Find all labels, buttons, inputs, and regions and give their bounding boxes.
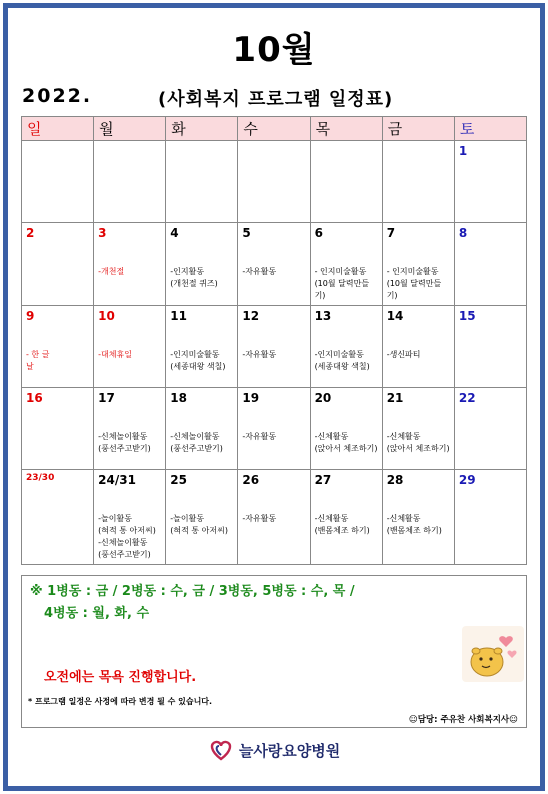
calendar-week-row [22,141,527,223]
weekday-monday: 월 [94,117,166,141]
day-activity: -자유활동 [242,267,277,276]
ward-schedule-line-1: ※ 1병동 : 금 / 2병동 : 수, 금 / 3병동, 5병동 : 수, 목 / [30,584,355,599]
day-number: 14 [386,309,404,323]
calendar-day-cell [382,141,454,223]
calendar-day-cell [238,306,310,388]
day-number: 23/30 [26,473,55,483]
day-number: 10 [98,309,115,323]
calendar-day-cell [382,388,454,470]
day-number: 17 [98,391,115,405]
ward-schedule-line-2: 4병동 : 월, 화, 수 [44,606,150,621]
day-number: 7 [386,226,396,240]
weekday-friday: 금 [382,117,454,141]
day-number: 9 [26,309,35,323]
calendar-day-cell [94,306,166,388]
day-activity: -놀이활동 (혀적 통 아저씨) [170,514,228,535]
calendar-day-cell [310,141,382,223]
calendar-table [21,116,527,565]
calendar-day-cell [166,141,238,223]
notice-box [21,575,527,728]
day-activity: -자유활동 [242,514,277,523]
calendar-day-cell [454,223,526,306]
calendar-day-cell [382,223,454,306]
calendar-day-cell [238,223,310,306]
day-number [315,144,378,184]
day-number: 25 [170,473,187,487]
day-activity: -신체활동 (밴몸체조 하기) [386,514,442,535]
calendar-day-cell [166,470,238,565]
day-activity: -놀이활동 (혀적 통 아저씨) -신체놀이활동 (풍선주고받기) [98,514,156,559]
calendar-day-cell [454,470,526,565]
calendar-day-cell [238,470,310,565]
day-number: 13 [314,309,332,323]
calendar-day-cell [22,141,94,223]
page-title: 10월 [232,30,316,70]
day-number: 3 [98,226,107,240]
day-activity: -신체활동 (밴몸체조 하기) [314,514,370,535]
calendar-day-cell [166,223,238,306]
calendar-week-row [22,470,527,565]
calendar-day-cell [22,306,94,388]
day-number [170,144,233,184]
day-activity: -인지미술활동 (세종대왕 색칠) [314,350,370,371]
year-label: 2022. [22,85,93,107]
day-activity: -대체휴일 [98,350,132,359]
calendar-day-cell [310,223,382,306]
day-number [98,144,161,184]
weekday-sunday: 일 [22,117,94,141]
calendar-day-cell [238,141,310,223]
calendar-day-cell [94,223,166,306]
day-activity: - 인지미술활동 (10월 달력만들기) [314,267,370,300]
calendar-week-row [22,223,527,306]
calendar-day-cell [382,470,454,565]
calendar-day-cell [166,388,238,470]
calendar-day-cell [22,470,94,565]
ward-schedule [30,581,355,625]
day-number: 16 [26,391,43,405]
calendar-day-cell [94,470,166,565]
day-activity: -인지활동 (개천절 퀴즈) [170,267,218,288]
day-activity: - 인지미술활동 (10월 달력만들기) [386,267,442,300]
calendar-day-cell [310,306,382,388]
day-number: 15 [458,309,476,323]
day-activity: -신체활동 (앉아서 체조하기) [314,432,378,453]
hospital-footer [8,738,540,762]
schedule-frame [3,3,545,791]
day-number: 27 [314,473,332,487]
day-activity: -신체놀이활동 (풍선주고받기) [170,432,223,453]
day-activity: -자유활동 [242,350,277,359]
weekday-wednesday: 수 [238,117,310,141]
day-number: 21 [386,391,404,405]
day-activity: -자유활동 [242,432,277,441]
day-number: 1 [458,144,468,158]
calendar-day-cell [22,388,94,470]
calendar-day-cell [310,470,382,565]
weekday-tuesday: 화 [166,117,238,141]
weekday-saturday: 토 [454,117,526,141]
weekday-header-row [22,117,527,141]
day-number: 28 [386,473,404,487]
day-activity: -개천절 [98,267,125,276]
day-number [26,144,89,184]
character-sticker-image [462,626,524,682]
day-activity: - 한 글 날 [26,350,50,371]
day-number: 22 [458,391,476,405]
day-number: 26 [242,473,260,487]
calendar-day-cell [166,306,238,388]
calendar-week-row [22,388,527,470]
day-number [242,144,305,184]
day-number: 29 [458,473,476,487]
day-number: 2 [26,226,35,240]
hospital-name: 늘사랑요양병원 [238,741,341,760]
calendar-day-cell [382,306,454,388]
day-number: 6 [314,226,323,240]
day-number: 8 [458,226,468,240]
calendar-week-row [22,306,527,388]
day-activity: -인지미술활동 (세종대왕 색칠) [170,350,226,371]
day-number: 19 [242,391,260,405]
day-number: 11 [170,309,187,323]
change-notice: * 프로그램 일정은 사정에 따라 변경 될 수 있습니다. [28,697,213,706]
day-number: 20 [314,391,332,405]
calendar-day-cell [310,388,382,470]
day-activity: -신체놀이활동 (풍선주고받기) [98,432,151,453]
calendar-day-cell [94,141,166,223]
day-number [387,144,450,184]
day-activity: -생신파티 [386,350,421,359]
calendar-day-cell [454,141,526,223]
calendar-day-cell [22,223,94,306]
manager-credit: ☺담당: 주유찬 사회복지사☺ [408,715,518,725]
calendar-day-cell [454,388,526,470]
day-number: 18 [170,391,187,405]
calendar-day-cell [238,388,310,470]
calendar-day-cell [94,388,166,470]
heart-logo-icon [208,738,234,762]
day-number: 5 [242,226,251,240]
day-number: 12 [242,309,260,323]
day-number: 24/31 [98,473,136,487]
day-number: 4 [170,226,179,240]
calendar-day-cell [454,306,526,388]
bath-notice: 오전에는 목욕 진행합니다. [44,670,197,685]
page-subtitle: (사회복지 프로그램 일정표) [158,89,394,110]
weekday-thursday: 목 [310,117,382,141]
day-activity: -신체활동 (앉아서 체조하기) [386,432,450,453]
